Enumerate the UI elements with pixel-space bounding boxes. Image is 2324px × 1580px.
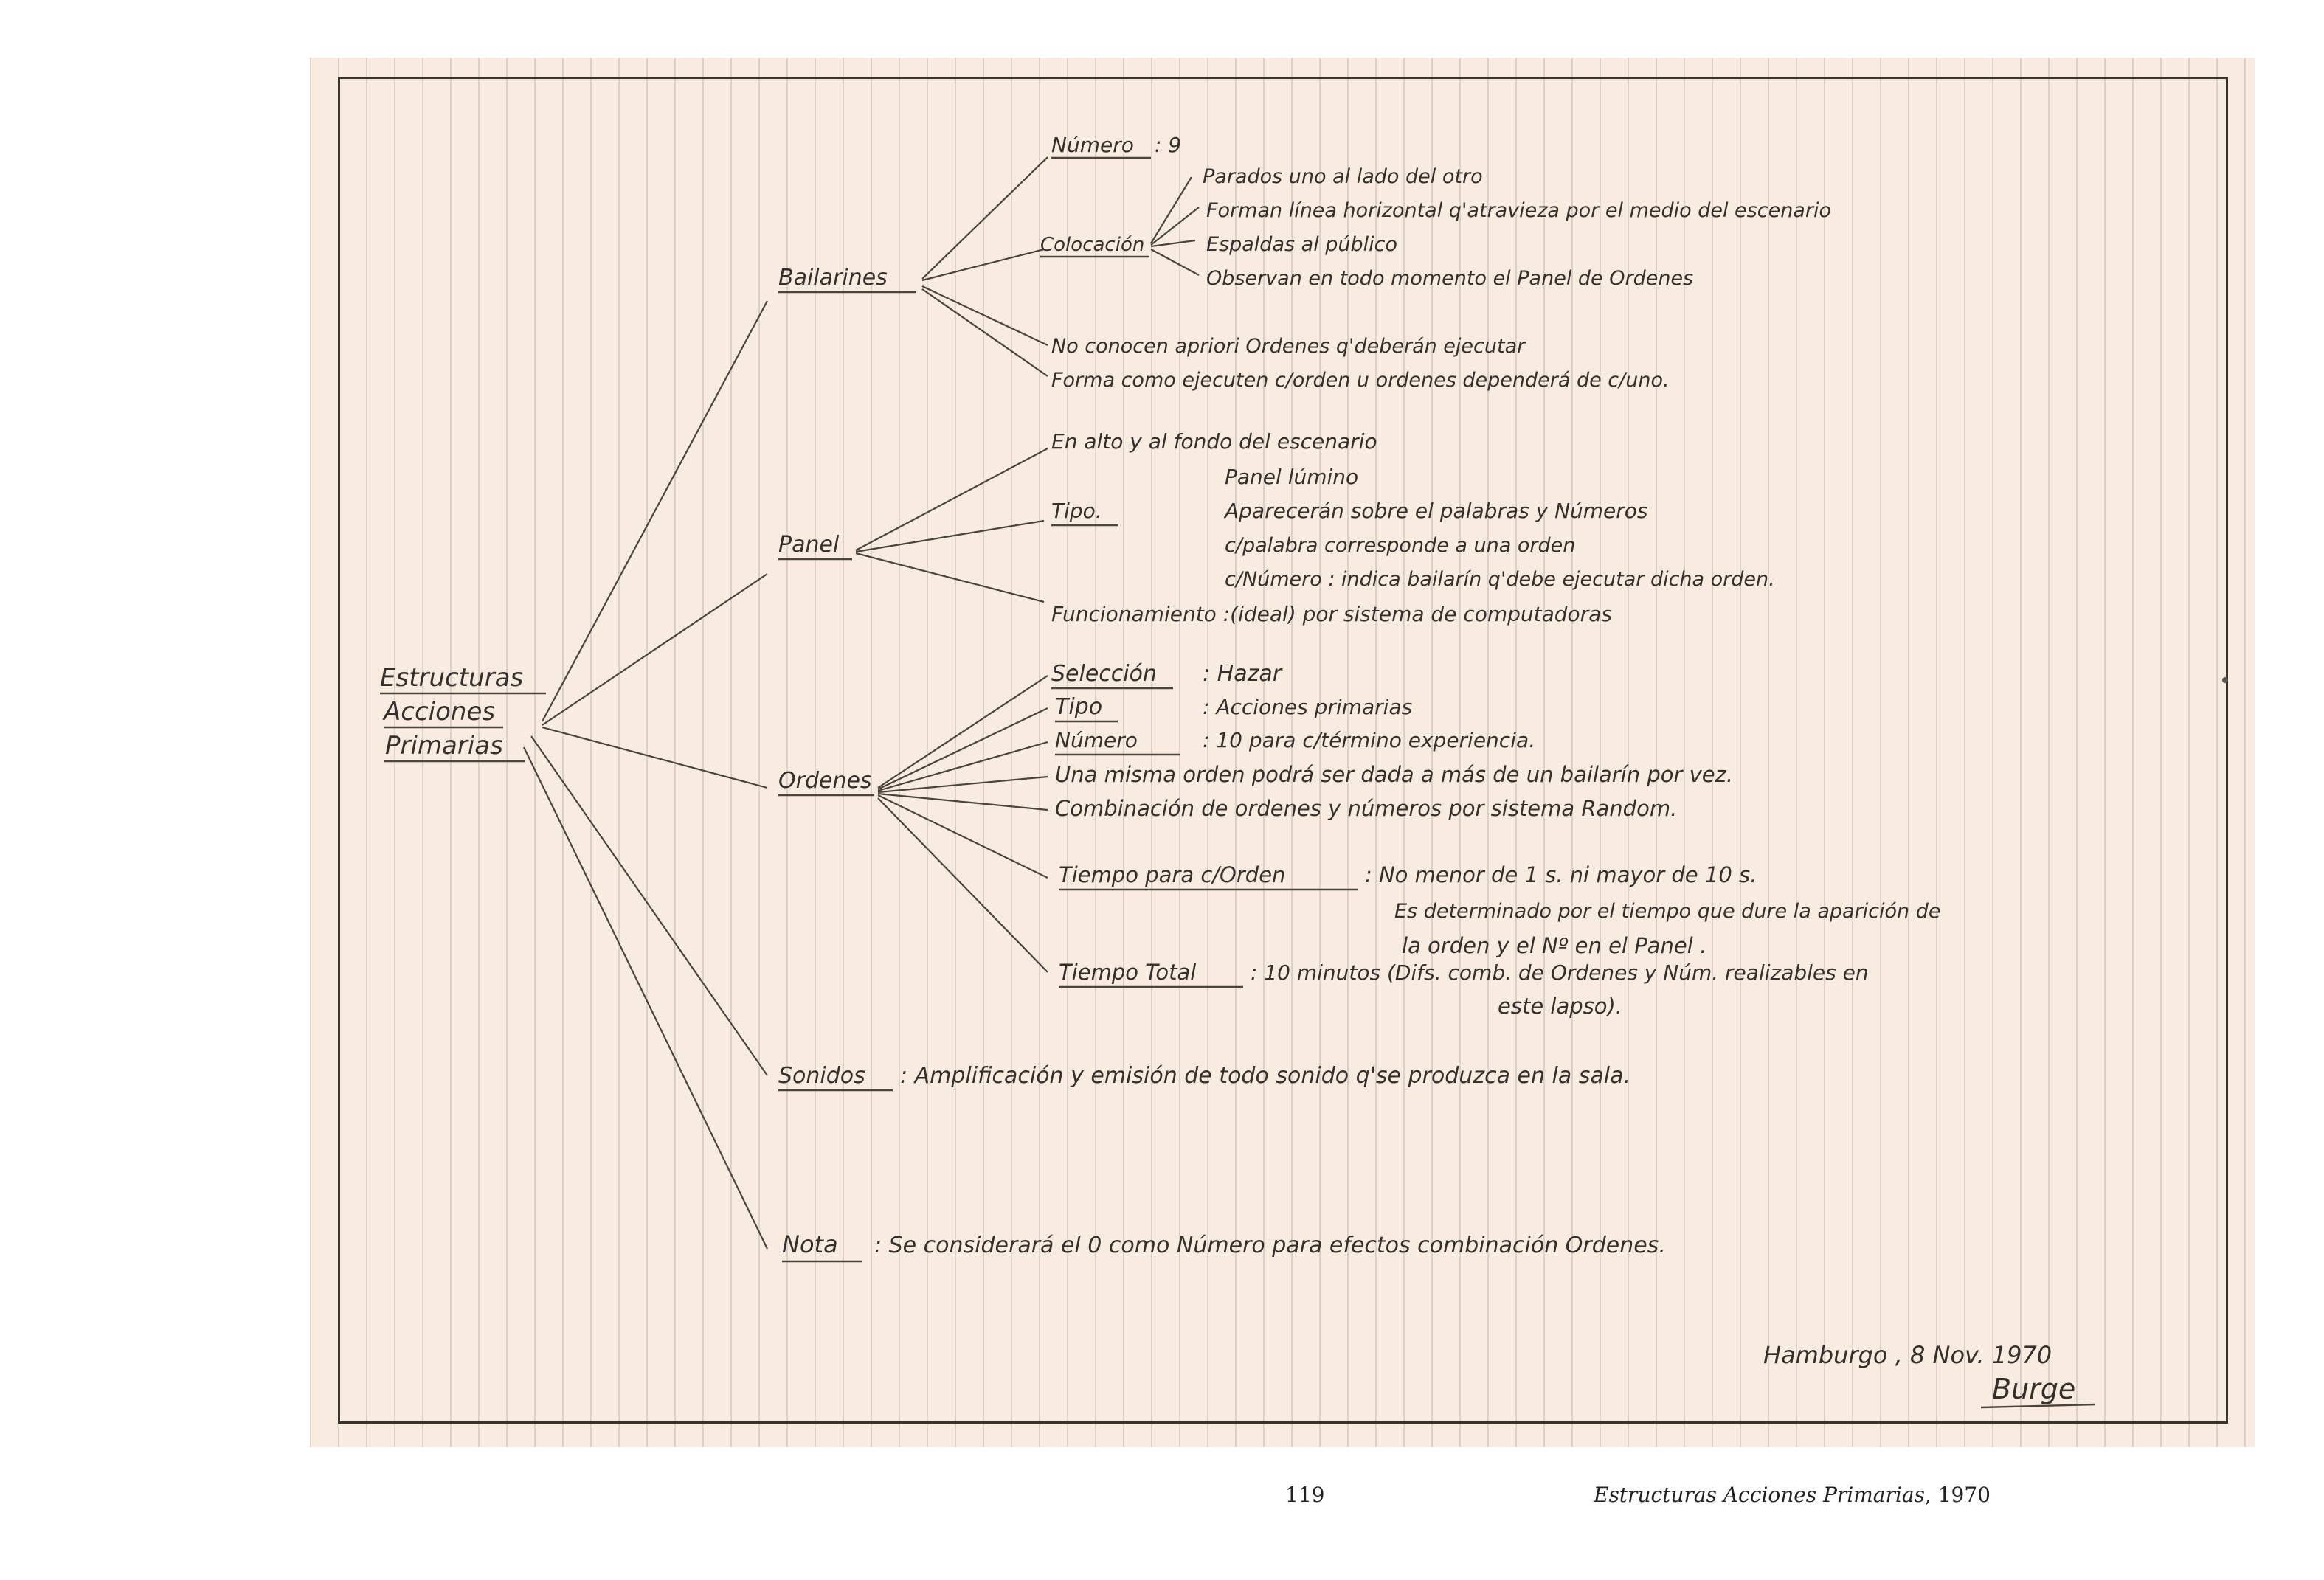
ordenes-label: Ordenes bbox=[778, 768, 872, 794]
bailarines-item-1: No conocen apriori Ordenes q'deberán ejecutar bbox=[1051, 335, 1526, 358]
page-number: 119 bbox=[1285, 1483, 1325, 1507]
connector-bailarines-item1 bbox=[922, 286, 1048, 345]
connector-panel-funcionamiento bbox=[856, 553, 1044, 602]
panel-tipo-label: Tipo. bbox=[1051, 499, 1102, 523]
connector-colocacion-2 bbox=[1151, 207, 1199, 245]
colocacion-item-4: Observan en todo momento el Panel de Ordenes bbox=[1206, 267, 1694, 290]
ordenes-total-label: Tiempo Total bbox=[1059, 960, 1197, 985]
bailarines-item-2: Forma como ejecuten c/orden u ordenes dependerá de c/uno. bbox=[1051, 369, 1670, 392]
root-line-1: Estructuras bbox=[380, 663, 524, 693]
connector-bailarines-colocacion bbox=[922, 249, 1044, 280]
ordenes-seleccion-value: : Hazar bbox=[1203, 661, 1282, 687]
ordenes-tiempo-line-1: : No menor de 1 s. ni mayor de 10 s. bbox=[1365, 862, 1757, 887]
connector-ordenes-total bbox=[878, 798, 1048, 972]
bailarines-colocacion-label: Colocación bbox=[1040, 234, 1145, 256]
colocacion-item-2: Forman línea horizontal q'atravieza por el medio del escenario bbox=[1206, 199, 1831, 222]
panel-tipo-line-4: c/Número : indica bailarín q'debe ejecutar dicha orden. bbox=[1225, 568, 1775, 591]
ordenes-numero-label: Número bbox=[1055, 728, 1138, 752]
panel-tipo-line-3: c/palabra corresponde a una orden bbox=[1225, 534, 1576, 557]
connector-panel-ubicacion bbox=[856, 448, 1048, 550]
nota-label: Nota bbox=[782, 1230, 838, 1258]
ordenes-numero-value: : 10 para c/término experiencia. bbox=[1203, 728, 1536, 752]
ordenes-total-line-1: : 10 minutos (Difs. comb. de Ordenes y Núm. realizables en bbox=[1251, 960, 1869, 985]
figure-caption bbox=[1594, 1483, 1991, 1507]
connector-bailarines-numero bbox=[922, 157, 1048, 279]
connector-colocacion-3 bbox=[1151, 240, 1195, 246]
connector-root-sonidos bbox=[531, 736, 767, 1075]
root-line-2: Acciones bbox=[384, 697, 496, 727]
nota-text: : Se considerará el 0 como Número para efectos combinación Ordenes. bbox=[874, 1233, 1666, 1258]
panel-tipo-lumino: Panel lúmino bbox=[1225, 465, 1359, 489]
ordenes-tipo-value: : Acciones primarias bbox=[1203, 695, 1413, 719]
ordenes-tiempo-line-2: Es determinado por el tiempo que dure la aparición de bbox=[1394, 900, 1941, 923]
ordenes-tipo-label: Tipo bbox=[1055, 694, 1103, 720]
colocacion-item-1: Parados uno al lado del otro bbox=[1203, 165, 1483, 188]
connector-ordenes-line1 bbox=[878, 777, 1048, 792]
ordenes-total-line-2: este lapso). bbox=[1498, 994, 1623, 1019]
ordenes-tiempo-label: Tiempo para c/Orden bbox=[1059, 862, 1286, 887]
ordenes-seleccion-label: Selección bbox=[1051, 661, 1157, 687]
connector-root-panel bbox=[542, 574, 767, 725]
caption-title: Estructuras Acciones Primarias bbox=[1594, 1483, 1925, 1507]
ordenes-line-2: Combinación de ordenes y números por sistema Random. bbox=[1055, 796, 1678, 821]
panel-funcionamiento: Funcionamiento :(ideal) por sistema de computadoras bbox=[1051, 602, 1612, 626]
colocacion-item-3: Espaldas al público bbox=[1206, 233, 1398, 256]
signature-name: Burge bbox=[1992, 1373, 2076, 1405]
ordenes-line-1: Una misma orden podrá ser dada a más de un bailarín por vez. bbox=[1055, 762, 1734, 787]
sonidos-text: : Amplificación y emisión de todo sonido q'se produzca en la sala. bbox=[900, 1063, 1631, 1089]
panel-ubicacion: En alto y al fondo del escenario bbox=[1051, 429, 1377, 454]
bailarines-label: Bailarines bbox=[778, 265, 888, 291]
connector-panel-tipo bbox=[856, 521, 1044, 552]
ordenes-tiempo-line-3: la orden y el Nº en el Panel . bbox=[1402, 933, 1707, 958]
bailarines-numero-value: : 9 bbox=[1155, 133, 1182, 157]
connector-bailarines-item2 bbox=[922, 289, 1048, 376]
manuscript-sheet bbox=[310, 58, 2255, 1447]
connector-root-ordenes bbox=[542, 727, 767, 788]
connector-root-nota bbox=[524, 747, 767, 1249]
punch-mark bbox=[2222, 677, 2228, 683]
connector-colocacion-1 bbox=[1151, 177, 1192, 243]
bailarines-numero-label: Número bbox=[1051, 133, 1134, 157]
connector-colocacion-4 bbox=[1151, 249, 1199, 275]
panel-tipo-line-2: Aparecerán sobre el palabras y Números bbox=[1225, 499, 1648, 523]
connector-ordenes-seleccion bbox=[878, 676, 1048, 788]
caption-year: , 1970 bbox=[1924, 1483, 1991, 1507]
panel-label: Panel bbox=[778, 532, 840, 558]
root-line-3: Primarias bbox=[385, 731, 503, 760]
handwritten-diagram bbox=[310, 58, 2255, 1447]
signature-place-date: Hamburgo , 8 Nov. 1970 bbox=[1763, 1341, 2052, 1369]
sonidos-label: Sonidos bbox=[778, 1063, 865, 1089]
connector-root-bailarines bbox=[542, 301, 767, 721]
